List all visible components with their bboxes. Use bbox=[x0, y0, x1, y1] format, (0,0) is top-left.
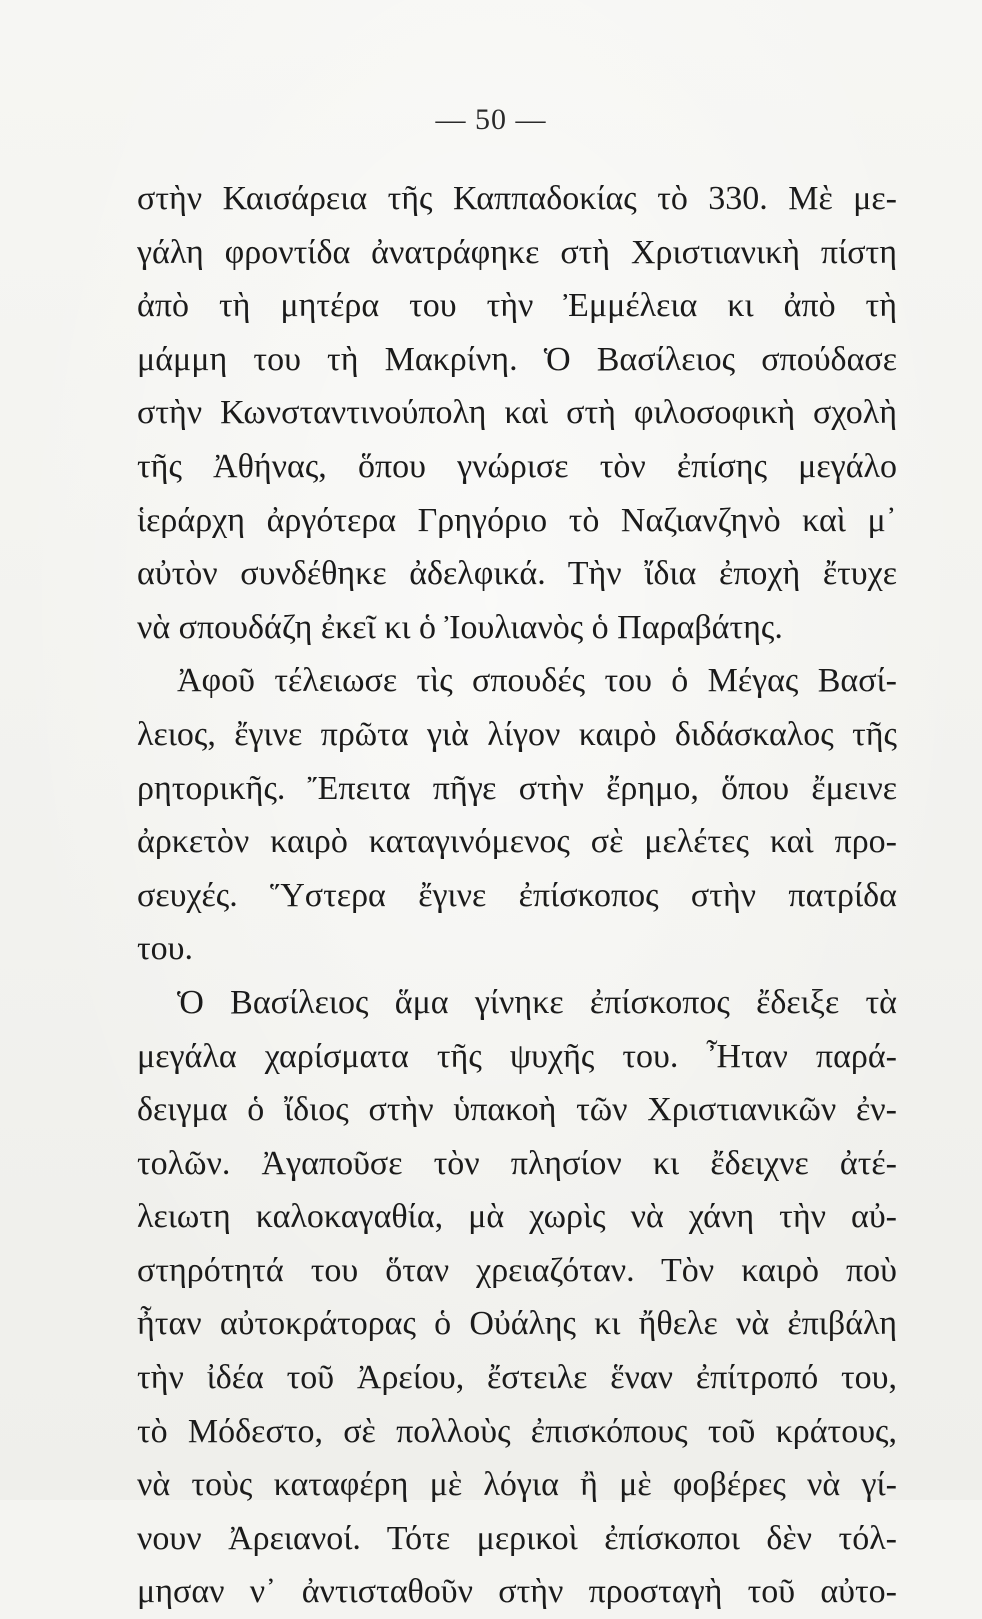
text-line: ἱεράρχη ἀργότερα Γρηγόριο τὸ Ναζιανζηνὸ καὶ μ᾽ bbox=[137, 501, 897, 539]
text-line: Ὁ Βασίλειος ἅμα γίνηκε ἐπίσκοπος ἔδειξε τὰ bbox=[177, 983, 897, 1021]
text-line: ἦταν αὐτοκράτορας ὁ Οὐάλης κι ἤθελε νὰ ἐπιβάλη bbox=[137, 1305, 897, 1343]
body-text bbox=[137, 172, 897, 1619]
text-line: ρητορικῆς. Ἔπειτα πῆγε στὴν ἔρημο, ὅπου ἔμεινε bbox=[137, 769, 897, 807]
text-line: νουν Ἀρειανοί. Τότε μερικοὶ ἐπίσκοποι δὲν τόλ- bbox=[137, 1519, 897, 1557]
text-line: τῆς Ἀθήνας, ὅπου γνώρισε τὸν ἐπίσης μεγάλο bbox=[137, 447, 897, 485]
text-line: στηρότητά του ὅταν χρειαζόταν. Τὸν καιρὸ ποὺ bbox=[137, 1251, 897, 1289]
text-line: λειος, ἔγινε πρῶτα γιὰ λίγον καιρὸ διδάσκαλος τῆς bbox=[137, 715, 897, 753]
text-line: του. bbox=[137, 930, 193, 968]
text-line: στὴν Καισάρεια τῆς Καππαδοκίας τὸ 330. Μὲ με- bbox=[137, 180, 897, 217]
text-line: τὸ Μόδεστο, σὲ πολλοὺς ἐπισκόπους τοῦ κράτους, bbox=[137, 1412, 897, 1450]
text-line: γάλη φροντίδα ἀνατράφηκε στὴ Χριστιανικὴ πίστη bbox=[137, 233, 897, 271]
text-line: τολῶν. Ἀγαποῦσε τὸν πλησίον κι ἔδειχνε ἀτέ- bbox=[137, 1144, 897, 1182]
text-line: μεγάλα χαρίσματα τῆς ψυχῆς του. Ἦταν παρά- bbox=[137, 1037, 897, 1075]
text-line: δειγμα ὁ ἴδιος στὴν ὑπακοὴ τῶν Χριστιανικῶν ἐν- bbox=[137, 1091, 897, 1129]
text-line: αὐτὸν συνδέθηκε ἀδελφικά. Τὴν ἴδια ἐποχὴ ἔτυχε bbox=[137, 555, 897, 593]
text-line: ἀρκετὸν καιρὸ καταγινόμενος σὲ μελέτες καὶ προ- bbox=[137, 823, 897, 861]
text-line: Ἀφοῦ τέλειωσε τὶς σπουδές του ὁ Μέγας Βασί- bbox=[177, 662, 897, 700]
text-line: σευχές. Ὕστερα ἔγινε ἐπίσκοπος στὴν πατρίδα bbox=[137, 876, 897, 914]
text-line: ἀπὸ τὴ μητέρα του τὴν Ἐμμέλεια κι ἀπὸ τὴ bbox=[137, 287, 897, 325]
text-line: τὴν ἰδέα τοῦ Ἀρείου, ἔστειλε ἕναν ἐπίτροπό του, bbox=[137, 1359, 897, 1397]
text-line: μησαν ν᾽ ἀντισταθοῦν στὴν προσταγὴ τοῦ αὐτο- bbox=[137, 1573, 897, 1611]
text-line: νὰ τοὺς καταφέρη μὲ λόγια ἢ μὲ φοβέρες νὰ γί- bbox=[137, 1466, 897, 1504]
text-line: νὰ σπουδάζη ἐκεῖ κι ὁ Ἰουλιανὸς ὁ Παραβάτης. bbox=[137, 608, 783, 646]
page-number: — 50 — bbox=[435, 103, 547, 136]
text-line: μάμμη του τὴ Μακρίνη. Ὁ Βασίλειος σπούδασε bbox=[137, 340, 897, 378]
text-line: στὴν Κωνσταντινούπολη καὶ στὴ φιλοσοφικὴ σχολὴ bbox=[137, 394, 897, 432]
text-line: λειωτη καλοκαγαθία, μὰ χωρὶς νὰ χάνη τὴν αὐ- bbox=[137, 1198, 897, 1236]
